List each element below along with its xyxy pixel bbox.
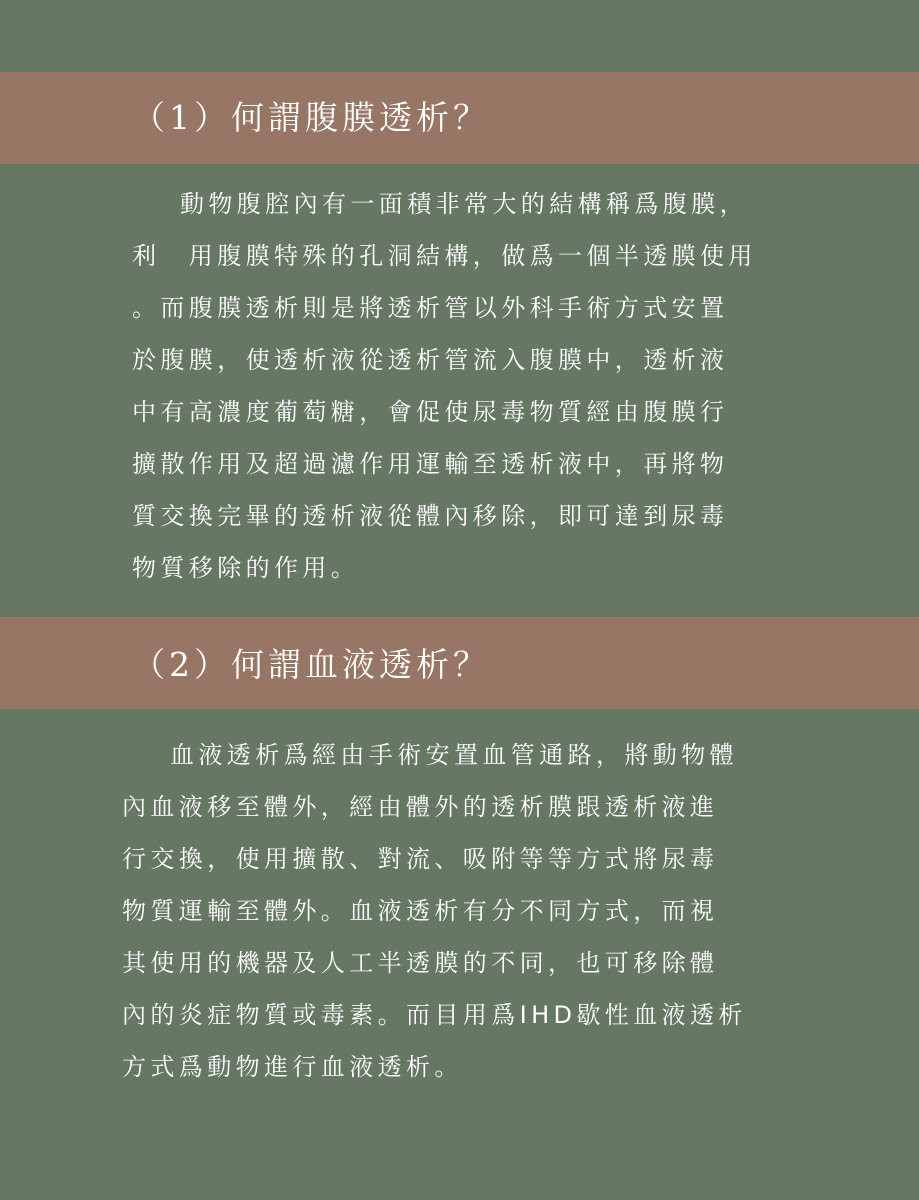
paragraph-line: 內的炎症物質或毒素。而目用爲IHD歇性血液透析 (122, 1001, 747, 1029)
paragraph-line: 動物腹腔內有一面積非常大的結構稱爲腹膜， (180, 190, 748, 218)
section-1-header (0, 72, 919, 164)
paragraph-line: 利 用腹膜特殊的孔洞結構，做爲一個半透膜使用 (132, 242, 757, 270)
paragraph-line: 中有高濃度葡萄糖，會促使尿毒物質經由腹膜行 (132, 398, 729, 426)
paragraph-line: 血液透析爲經由手術安置血管通路，將動物體 (170, 741, 738, 769)
section-2-paragraph (122, 729, 747, 1093)
paragraph-line: 方式爲動物進行血液透析。 (122, 1053, 463, 1081)
section-2-title: （2）何謂血液透析？ (132, 645, 490, 684)
paragraph-line: 其使用的機器及人工半透膜的不同，也可移除體 (122, 949, 719, 977)
section-1-paragraph (132, 178, 757, 594)
paragraph-line: 擴散作用及超過濾作用運輸至透析液中，再將物 (132, 450, 729, 478)
paragraph-line: 。而腹膜透析則是將透析管以外科手術方式安置 (132, 294, 729, 322)
section-1-title: （1）何謂腹膜透析？ (132, 98, 490, 137)
paragraph-line: 行交換，使用擴散、對流、吸附等等方式將尿毒 (122, 845, 719, 873)
paragraph-line: 物質運輸至體外。血液透析有分不同方式，而視 (122, 897, 719, 925)
paragraph-line: 質交換完畢的透析液從體內移除，即可達到尿毒 (132, 502, 729, 530)
paragraph-line: 物質移除的作用。 (132, 554, 360, 582)
paragraph-line: 內血液移至體外，經由體外的透析膜跟透析液進 (122, 793, 719, 821)
section-2-header (0, 617, 919, 709)
paragraph-line: 於腹膜，使透析液從透析管流入腹膜中，透析液 (132, 346, 729, 374)
